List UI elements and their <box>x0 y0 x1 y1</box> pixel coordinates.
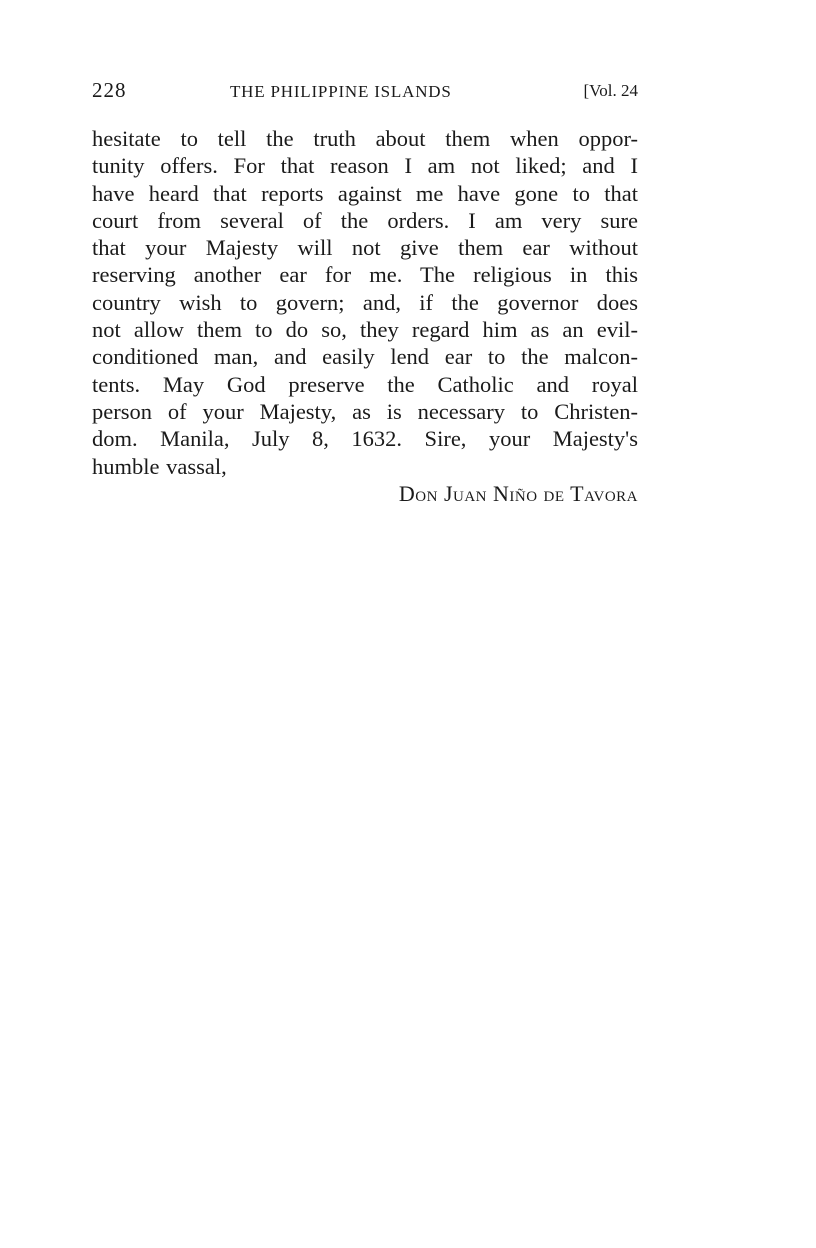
page-number: 228 <box>92 78 127 102</box>
text-line: tunity offers. For that reason I am not liked; and I <box>92 153 638 179</box>
text-line: dom. Manila, July 8, 1632. Sire, your Majesty's <box>92 426 638 452</box>
text-line: country wish to govern; and, if the governor does <box>92 289 638 315</box>
signature: Don Juan Niño de Tavora <box>398 480 638 506</box>
page-header <box>92 78 638 108</box>
text-line: hesitate to tell the truth about them when oppor- <box>92 126 638 151</box>
text-line: tents. May God preserve the Catholic and royal <box>92 371 638 397</box>
text-line: court from several of the orders. I am very sure <box>92 207 638 233</box>
running-title: THE PHILIPPINE ISLANDS <box>230 82 452 101</box>
body-text <box>92 125 638 480</box>
text-line: have heard that reports against me have gone to that <box>92 180 638 206</box>
text-line: person of your Majesty, as is necessary to Christen- <box>92 398 638 424</box>
text-line: humble vassal, <box>92 453 227 479</box>
document-page <box>92 78 638 508</box>
text-line: that your Majesty will not give them ear without <box>92 235 638 261</box>
text-line: conditioned man, and easily lend ear to the malcon- <box>92 344 638 370</box>
volume-label: [Vol. 24 <box>583 81 638 100</box>
text-line: not allow them to do so, they regard him as an evil- <box>92 317 638 343</box>
text-line: reserving another ear for me. The religious in this <box>92 262 638 288</box>
